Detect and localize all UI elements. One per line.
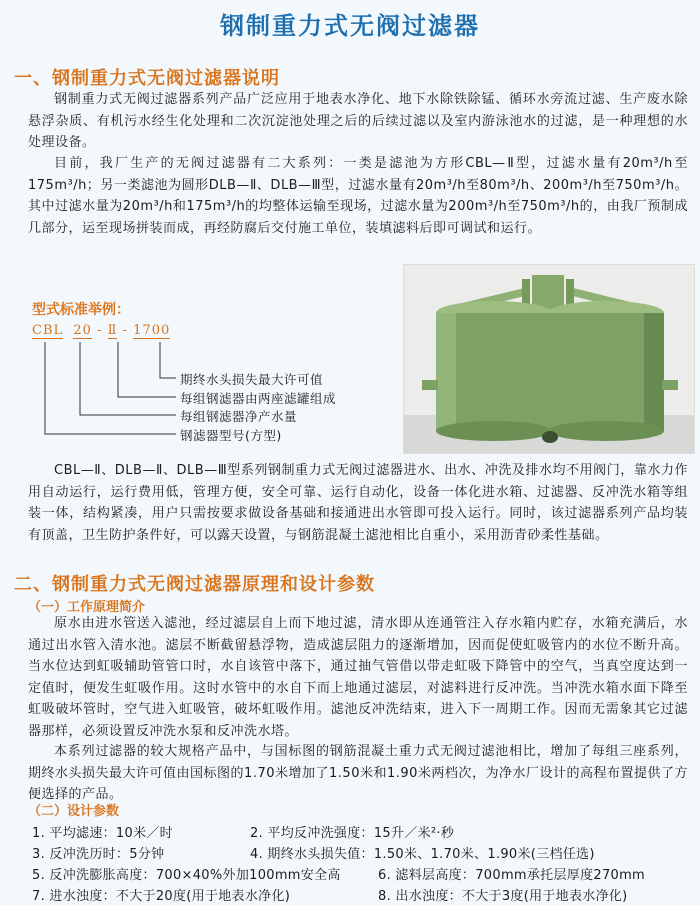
legend-item-model-type: 钢滤器型号(方型) <box>180 428 282 443</box>
param-expansion-height: 5. 反冲洗膨胀高度：700×40%外加100mm安全高 <box>32 868 341 883</box>
model-flow: 20 <box>73 323 92 338</box>
legend-item-head-loss: 期终水头损失最大许可值 <box>180 372 324 387</box>
paragraph-improvements: 本系列过滤器的较大规格产品中，与国标图的钢筋混凝土重力式无阀过滤池相比，增加了每组三座系列，期终水头损失最大许可值由国标图的1.70米增加了1.50米和1.90米两档次，为净水厂设计的高程布置提供了方便选择的产品。 <box>28 744 688 802</box>
model-head: 1700 <box>133 323 171 338</box>
paragraph-intro: 钢制重力式无阀过滤器系列产品广泛应用于地表水净化、地下水除铁除锰、循环水旁流过滤、生产废水除悬浮杂质、有机污水经生化处理和二次沉淀池处理之后的后续过滤以及室内游泳池水的过滤，是一种理想的水处理设备。 <box>28 92 688 150</box>
section1-heading: 一、钢制重力式无阀过滤器说明 <box>14 68 280 89</box>
paragraph-series: 目前，我厂生产的无阀过滤器有二大系列：一类是滤池为方形CBL—Ⅱ型，过滤水量有20m³/h至175m³/h；另一类滤池为圆形DLB—Ⅱ、DLB—Ⅲ型，过滤水量有20m³/h至80m³/h、200m³/h至750m³/h。其中过滤水量为20m³/h和175m³/h的均整体运输至现场，过滤水量为200m³/h至750m³/h的，由我厂预制成几部分，运至现场拼装而成，再经防腐后交付施工单位，装填滤料后即可调试和运行。 <box>28 156 688 236</box>
legend-item-net-output: 每组钢滤器净产水量 <box>180 409 298 424</box>
param-inlet-turbidity: 7. 进水浊度：不大于20度(用于地表水净化) <box>32 889 291 904</box>
param-media-height: 6. 滤料层高度：700mm承托层厚度270mm <box>378 868 646 883</box>
model-roman: Ⅱ <box>107 323 118 338</box>
legend-item-two-tanks: 每组钢滤器由两座滤罐组成 <box>180 391 337 406</box>
example-title: 型式标准举例： <box>32 302 130 318</box>
subheading-design-params: （二）设计参数 <box>28 804 120 819</box>
param-backwash-intensity: 2. 平均反冲洗强度：15升／米²·秒 <box>250 826 455 841</box>
section2-heading: 二、钢制重力式无阀过滤器原理和设计参数 <box>14 574 375 595</box>
param-outlet-turbidity: 8. 出水浊度：不大于3度(用于地表水净化) <box>378 889 628 904</box>
model-sep2: - <box>122 323 129 338</box>
subheading-principle: （一）工作原理简介 <box>28 600 146 615</box>
param-filter-rate: 1. 平均滤速：10米／时 <box>32 826 173 841</box>
param-backwash-duration: 3. 反冲洗历时：5分钟 <box>32 847 165 862</box>
paragraph-principle: 原水由进水管送入滤池，经过滤层自上而下地过滤，清水即从连通管注入存水箱内贮存，水箱充满后，水通过出水管入清水池。滤层不断截留悬浮物，造成滤层阻力的逐渐增加，因而促使虹吸管内的水位不断升高。当水位达到虹吸辅助管管口时，水自该管中落下，通过抽气管借以带走虹吸下降管中的空气，当真空度达到一定值时，便发生虹吸作用。这时水管中的水自下而上地通过滤层，对滤料进行反冲洗。当冲洗水箱水面下降至虹吸破坏管时，空气进入虹吸管，破坏虹吸作用。滤池反冲洗结束，进入下一周期工作。因而无需象其它过滤器那样，必须设置反冲洗水泵和反冲洗水塔。 <box>28 616 688 739</box>
page-title: 钢制重力式无阀过滤器 <box>220 12 480 40</box>
paragraph-features: CBL—Ⅱ、DLB—Ⅱ、DLB—Ⅲ型系列钢制重力式无阀过滤器进水、出水、冲洗及排水均不用阀门，靠水力作用自动运行，运行费用低，管理方便，安全可靠、运行自动化，设备一体化进水箱、过滤器、反冲洗水箱等组装一体，结构紧凑，用户只需按要求做设备基础和接通进出水管即可投入运行。同时，该过滤器系列产品均装有顶盖，卫生防护条件好，可以露天设置，与钢筋混凝土滤池相比自重小，采用沥青砂柔性基础。 <box>28 463 688 543</box>
model-prefix: CBL <box>32 323 64 338</box>
param-head-loss: 4. 期终水头损失值：1.50米、1.70米、1.90米(三档任选) <box>250 847 595 862</box>
filter-tanks-photo <box>403 264 695 454</box>
model-sep1: - <box>97 323 103 338</box>
